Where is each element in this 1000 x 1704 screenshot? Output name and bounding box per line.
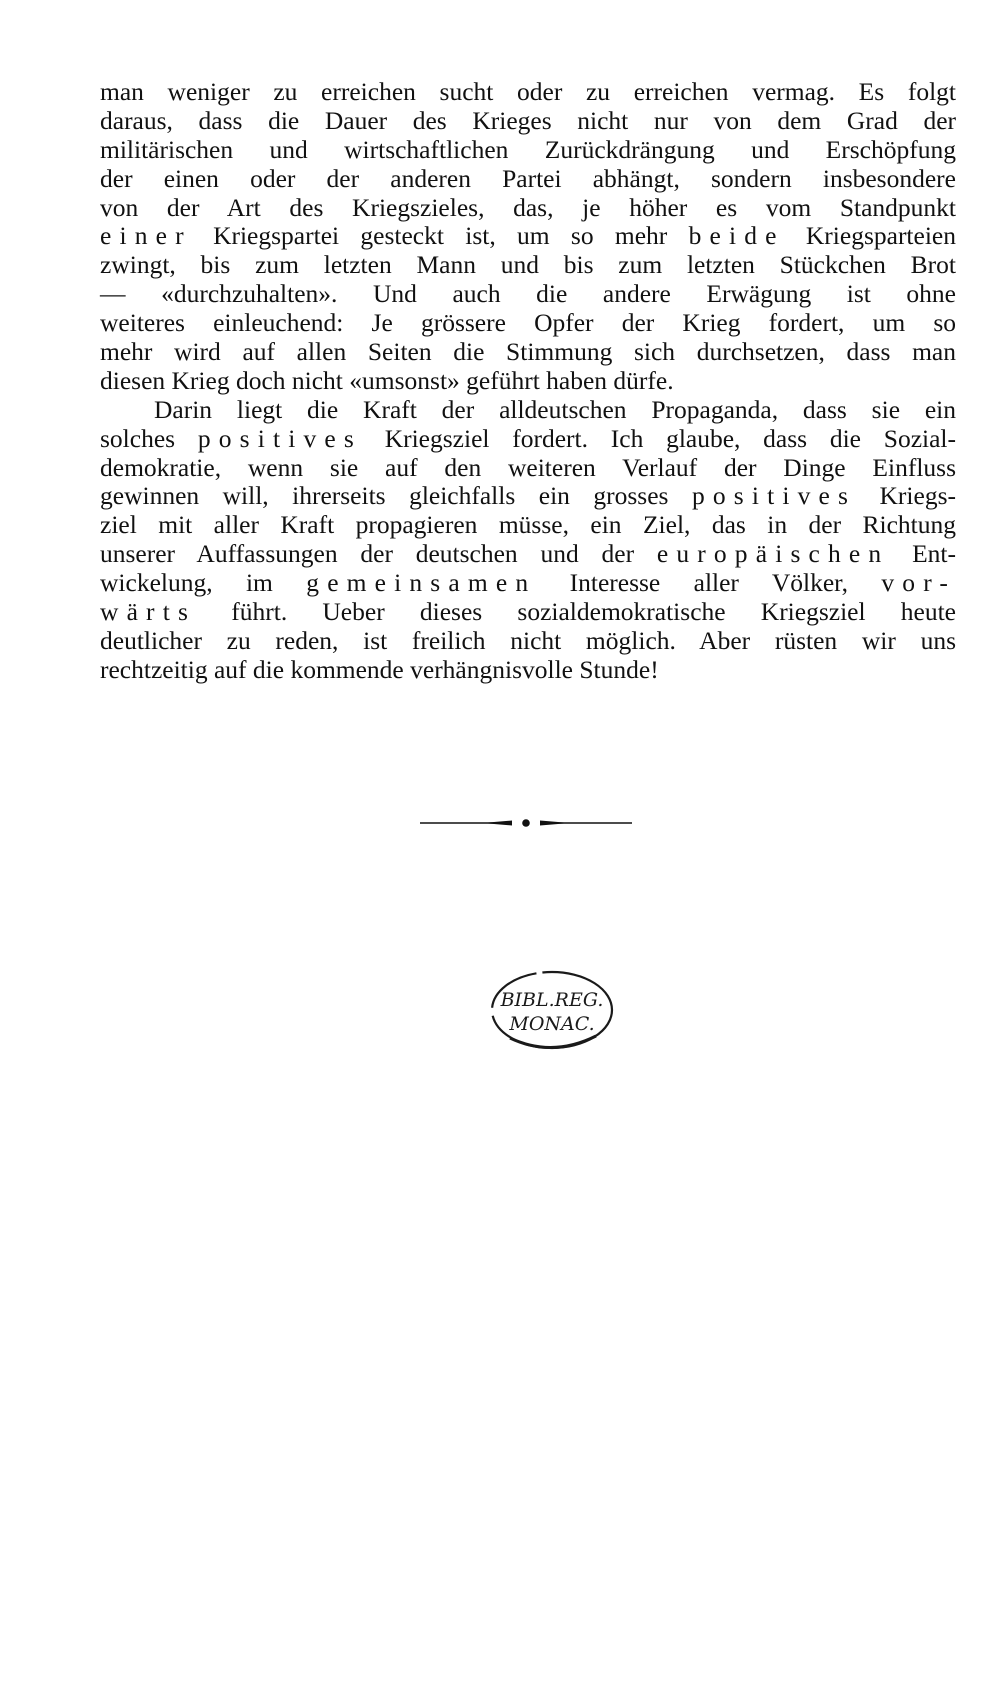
text-run: Kriegsparteien (784, 221, 956, 251)
text-line: zwingt, bis zum letzten Mann und bis zum letzten Stückchen Brot (100, 250, 956, 280)
emphasized-word: einer (100, 221, 192, 251)
text-run: gewinnen will, ihrerseits gleichfalls ein grosses (100, 481, 692, 511)
text-line: der einen oder der anderen Partei abhängt, sondern insbesondere (100, 163, 956, 193)
text-line: Darin liegt die Kraft der alldeutschen Propaganda, dass sie ein (154, 394, 956, 424)
stamp-text-line-1: BIBL.REG. (500, 989, 604, 1011)
text-line: ziel mit aller Kraft propagieren müsse, ein Ziel, das in der Richtung (100, 510, 956, 540)
emphasized-word: wärts (100, 597, 197, 627)
text-run: Ent- (889, 539, 957, 569)
text-line (100, 222, 956, 251)
text-line: daraus, dass die Dauer des Krieges nicht nur von dem Grad der (100, 105, 956, 135)
paragraph-1 (100, 78, 956, 396)
text-run: Kriegs- (856, 481, 956, 511)
text-line (100, 482, 956, 511)
ornament-rule-icon (420, 815, 632, 831)
library-stamp-icon (488, 968, 616, 1052)
paragraph-2 (100, 396, 956, 685)
emphasized-word: gemeinsamen (306, 568, 537, 598)
emphasized-word: positives (691, 481, 857, 511)
text-line (100, 540, 956, 569)
stamp-text-line-2: MONAC. (509, 1013, 595, 1035)
text-run: Kriegsziel fordert. Ich glaube, dass die Sozial- (361, 423, 956, 453)
text-line: mehr wird auf allen Seiten die Stimmung sich durchsetzen, dass man (100, 337, 956, 367)
text-run: wickelung, im (100, 568, 307, 598)
emphasized-word: vor- (881, 568, 957, 598)
library-stamp (488, 968, 616, 1052)
text-line: weiteres einleuchend: Je grössere Opfer der Krieg fordert, um so (100, 308, 956, 338)
text-line (100, 425, 956, 454)
text-run: Kriegspartei gesteckt ist, um so mehr (191, 221, 689, 251)
text-line (100, 598, 956, 627)
text-line: man weniger zu erreichen sucht oder zu erreichen vermag. Es folgt (100, 77, 956, 106)
text-line: diesen Krieg doch nicht «umsonst» geführt haben dürfe. (100, 365, 674, 395)
emphasized-word: beide (688, 221, 785, 251)
text-run: führt. Ueber dieses sozialdemokratische Kriegsziel heute (196, 597, 956, 627)
emphasized-word: europäischen (656, 539, 890, 569)
text-line: von der Art des Kriegszieles, das, je höher es vom Standpunkt (100, 192, 956, 222)
body-text (100, 78, 956, 685)
text-run: solches (100, 423, 198, 453)
text-run: unserer Auffassungen der deutschen und der (100, 539, 657, 569)
text-line: deutlicher zu reden, ist freilich nicht möglich. Aber rüsten wir uns (100, 625, 956, 655)
section-end-ornament (420, 815, 632, 831)
text-run: Interesse aller Völker, (536, 568, 882, 598)
text-line (100, 569, 956, 598)
text-line: rechtzeitig auf die kommende verhängnisvolle Stunde! (100, 654, 659, 684)
text-line: demokratie, wenn sie auf den weiteren Verlauf der Dinge Einfluss (100, 452, 956, 482)
text-line: — «durchzuhalten». Und auch die andere Erwägung ist ohne (100, 279, 956, 309)
emphasized-word: positives (197, 423, 362, 453)
text-line: militärischen und wirtschaftlichen Zurückdrängung und Erschöpfung (100, 134, 956, 164)
